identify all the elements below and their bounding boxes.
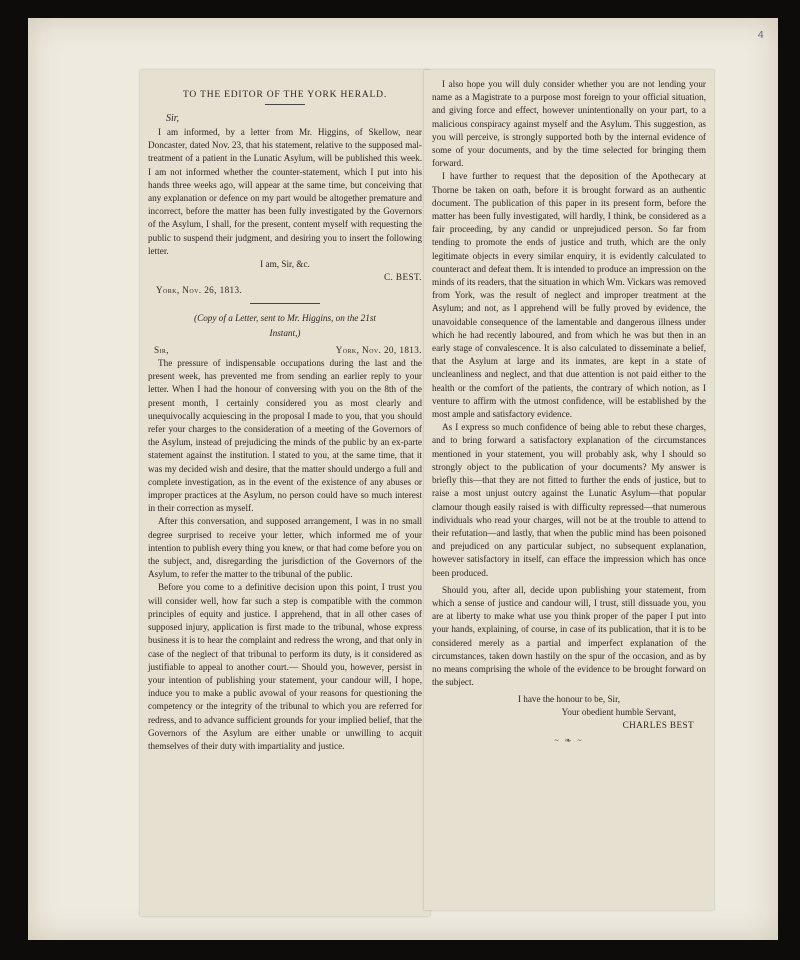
heading-rule [265,104,305,105]
signature-block [432,693,706,732]
right-clipping [424,70,714,910]
copy-heading-1: (Copy of a Letter, sent to Mr. Higgins, on the 21st [194,313,376,324]
dateline2: York, Nov. 20, 1813. [335,345,422,356]
signer: C. BEST. [384,272,422,283]
right-para2: I have further to request that the deposition of the Apothecary at Thorne be taken on oath, before it is brought forward as an authentic document. The publication of this paper in its present form, before the matter has been fully investigated, will hardly, I think, be considered as a fair proceeding, by any candid or unprejudiced person. So far from tending to promote the ends of justice and truth, which are the only legitimate objects in every similar enquiry, it is evidently calculated to counteract and defeat them. It is intended to produce an impression on the minds of its readers, that the situation in which Wm. Vickars was removed from York, was the result of neglect and improper treatment at the Asylum; and not, as I apprehend will be fully proved by evidence, the unavoidable consequence of the lamentable and dangerous illness under which he had recently laboured, and from which he was but then in an early stage of convalescence. It is also calculated to disseminate a belief, that the Asylum at large and its inmates, are kept in a state of uncleanliness and neglect, and that due attention is not paid either to the health or the comfort of the patients, the contrary of which notion, as I venture to affirm with the utmost confidence, will be established by the most ample and satisfactory evidence. [432,171,706,420]
end-ornament-icon: ~ ❧ ~ [554,736,584,746]
document-page [28,18,778,940]
section-rule [250,303,320,304]
closing-line-2: Your obedient humble Servant, [561,707,676,718]
right-para1: I also hope you will duly consider whether you are not lending your name as a Magistrate to a purpose most foreign to your official situation, and giving force and effect, however unintentionally on your part, to a malicious conspiracy against myself and the Asylum. This suggestion, as you will perceive, is strongly supported both by the internal evidence of some of your documents, and by the time selected for bringing them forward. [432,79,706,169]
left-heading: TO THE EDITOR OF THE YORK HERALD. [183,90,387,100]
letter2-para1: The pressure of indispensable occupations during the last and the present week, has prevented me from sending an earlier reply to your letter. When I had the honour of conversing with you on the 8th of the present month, I certainly considered you as most clearly and unequivocally acquiescing in the proposal I made to you, that you should refer your charges to the consideration of a meeting of the Governors of the Asylum, instead of prejudicing the minds of the public by an ex-parte statement against the institution. I stated to you, at the same time, that it was my decided wish and desire, that the matter should undergo a full and complete investigation, as in the event of the existence of any abuses or improper practices at the Asylum, no person could have so much interest in their correction as myself. [148,358,422,514]
signer-name: CHARLES BEST [622,720,694,731]
page-number: 4 [757,30,764,41]
letter2-para3: Before you come to a definitive decision upon this point, I trust you will consider well, how far such a step is compatible with the common principles of equity and justice. I apprehend, that in all other cases of supposed injury, application is first made to the tribunal, whose express business it is to hear the complaint and redress the wrong, and that only in case of the neglect of that tribunal to perform its duty, is it considered as justifiable to appeal to another court.— Should you, however, persist in your intention of publishing your statement, your candour will, I hope, induce you to make a public avowal of your reasons for questioning the competency or the integrity of the tribunal to which you are referred for redress, and to advance sufficient grounds for your implied belief, that the Governors of the Asylum are either unable or unwilling to acquit themselves of their duty with impartiality and justice. [148,582,422,751]
salutation2: Sir, [154,345,170,356]
place-date: York, Nov. 26, 1813. [156,285,243,296]
salutation: Sir, [166,113,180,124]
left-clipping [140,70,430,916]
letter2-para2: After this conversation, and supposed arrangement, I was in no small degree surprised to receive your letter, which informed me of your intention to publish every thing you knew, or that had come before you on the subject, and, disregarding the jurisdiction of the Governors of the Asylum, to refer the matter to the tribunal of the public. [148,516,422,580]
copy-heading-2: Instant,) [269,328,301,339]
closing: I am, Sir, &c. [260,259,310,270]
letter1-body: I am informed, by a letter from Mr. Higgins, of Skellow, near Doncaster, dated Nov. 23, that his statement, relative to the supposed mal-treatment of a patient in the Lunatic Asylum, will be published this week. I am not informed whether the counter-statement, which I put into his hands three weeks ago, will appear at the same time, but conceiving that any explanation or defence on my part would be altogether premature and incorrect, before the matter has been fully investigated by the Governors of the Asylum, I shall, for the present, content myself with requesting the public to suspend their judgment, and desiring you to insert the following letter. [148,127,422,256]
closing-line: I have the honour to be, Sir, [517,694,621,705]
right-para4: Should you, after all, decide upon publishing your statement, from which a sense of justice and candour will, I trust, still dissuade you, you are at liberty to make what use you think proper of the paper I put into your hands, explaining, of course, in case of its publication, that it is to be considered merely as a partial and imperfect explanation of the circumstances, taken down hastily on the spur of the occasion, and as by no means comprising the whole of the evidence to be brought forward on the subject. [432,584,706,688]
right-para3: As I express so much confidence of being able to rebut these charges, and to bring forward a satisfactory explanation of the circumstances mentioned in your statement, you will probably ask, why I should so strongly object to the publication of your documents? My answer is briefly this—that they are not fitted to further the ends of justice, but to raise a most unjust outcry against the Lunatic Asylum—that popular clamour though easily raised is with difficulty repressed—that numerous individuals who read your charges, will not be at the trouble to attend to their refutation—and lastly, that when the public mind has been poisoned and prejudiced on any particular subject, no subsequent explanation, however satisfactory in itself, can efface the impression which has once been produced. [432,422,706,578]
letter2-dateline [148,344,422,357]
